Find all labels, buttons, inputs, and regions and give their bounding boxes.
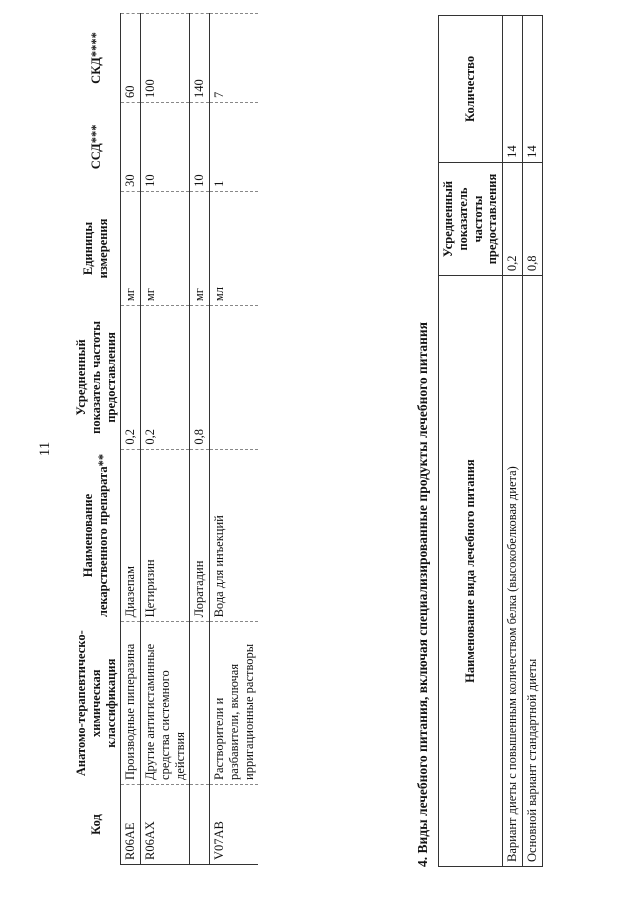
table-row [210,14,259,865]
cell-drug-name: Диазепам [121,449,141,622]
header-nutrition-frequency: Усредненный показатель частоты предоставления [439,162,503,275]
cell-drug-name: Лоратадин [190,449,210,622]
table-row [121,14,141,865]
cell-code [190,784,210,864]
cell-nutrition-quantity: 14 [503,16,523,163]
cell-nutrition-frequency: 0,8 [522,162,542,275]
cell-code: R06AE [121,784,141,864]
cell-skd: 60 [121,14,141,103]
cell-frequency: 0,2 [141,306,190,450]
cell-skd: 140 [190,14,210,103]
table-row [522,16,542,867]
header-frequency: Усредненный показатель частоты предоставления [74,320,118,434]
page-number: 11 [37,441,53,457]
cell-drug-name: Цетиризин [141,449,190,622]
header-classification: Анатомо-терапевтическо-химическая классификация [74,630,118,777]
drugs-table-header [68,14,121,865]
nutrition-table [438,15,543,867]
drugs-table [68,13,258,865]
section-4-title: 4. Виды лечебного питания, включая специализированные продукты лечебного питания [415,322,430,867]
header-code: Код [88,814,103,835]
cell-nutrition-name: Основной вариант стандартной диеты [522,276,542,867]
cell-units: мг [121,191,141,305]
header-nutrition-quantity: Количество [439,16,503,163]
cell-frequency [210,306,259,450]
cell-classification: Растворители и разбавители, включая ирригационные растворы [210,622,259,785]
header-skd: СКД**** [88,32,103,84]
cell-skd: 7 [210,14,259,103]
table-row [503,16,523,867]
cell-skd: 100 [141,14,190,103]
cell-ssd: 10 [190,102,210,191]
cell-nutrition-quantity: 14 [522,16,542,163]
table-row [141,14,190,865]
header-nutrition-name: Наименование вида лечебного питания [439,276,503,867]
header-units: Единицы измерения [81,218,111,279]
cell-nutrition-frequency: 0,2 [503,162,523,275]
cell-code: V07AB [210,784,259,864]
header-drug-name: Наименование лекарственного препарата** [81,453,111,618]
cell-classification: Производные пиперазина [121,622,141,785]
cell-classification: Другие антигистаминные средства системного действия [141,622,190,785]
cell-units: мг [190,191,210,305]
header-ssd: ССД*** [88,124,103,170]
cell-units: мл [210,191,259,305]
cell-drug-name: Вода для инъекций [210,449,259,622]
cell-nutrition-name: Вариант диеты с повышенным количеством белка (высокобелковая диета) [503,276,523,867]
table-row [190,14,210,865]
cell-ssd: 10 [141,102,190,191]
cell-ssd: 1 [210,102,259,191]
cell-code: R06AX [141,784,190,864]
cell-units: мг [141,191,190,305]
cell-frequency: 0,8 [190,306,210,450]
cell-classification [190,622,210,785]
cell-frequency: 0,2 [121,306,141,450]
nutrition-table-header [439,16,503,867]
cell-ssd: 30 [121,102,141,191]
